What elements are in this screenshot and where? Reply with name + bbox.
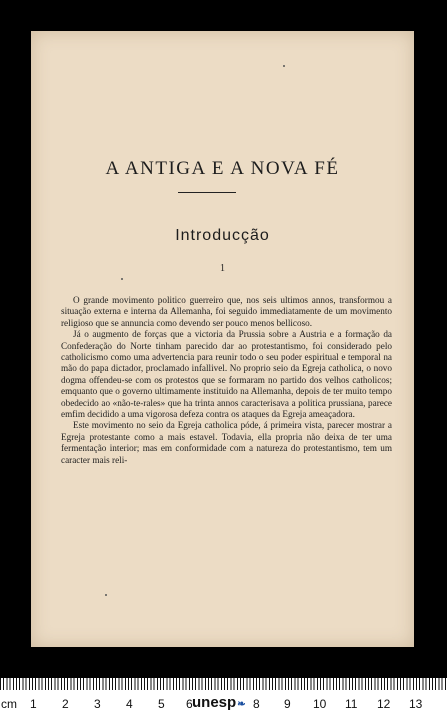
title-divider <box>178 192 236 193</box>
ruler-label: 4 <box>126 697 133 711</box>
unesp-logo <box>192 694 246 711</box>
ruler-label: 1 <box>30 697 37 711</box>
paragraph: Este movimento no seio da Egreja catholica póde, á primeira vista, parecer mostrar a Egreja protestante como a mais estavel. Todavia, ella propria não deixa de ter uma fermentação interior; mas em conformidade com a natureza do protestantismo, tem um caracter mais reli- <box>61 420 392 465</box>
paper-speck <box>283 65 285 67</box>
ruler-label: 11 <box>345 697 358 711</box>
ruler-label: 8 <box>253 697 260 711</box>
ruler-label: 9 <box>284 697 291 711</box>
ruler-label: 2 <box>62 697 69 711</box>
section-number: 1 <box>220 263 225 274</box>
ruler-label: 6 <box>186 697 193 711</box>
ruler-label: 13 <box>409 697 423 711</box>
ruler-label: 12 <box>377 697 391 711</box>
ruler-label: 3 <box>94 697 101 711</box>
logo-text: unesp <box>192 694 237 711</box>
scale-ruler <box>0 678 447 713</box>
body-text <box>61 295 392 466</box>
paper-speck <box>105 594 107 596</box>
ruler-ticks <box>0 678 447 690</box>
book-page <box>31 31 414 647</box>
paragraph: O grande movimento politico guerreiro que, nos seis ultimos annos, transformou a situação externa e interna da Allemanha, foi seguido immediatamente de um movimento religioso que se annuncia como devendo ser pouco menos bellicoso. <box>61 295 392 328</box>
ruler-label: 10 <box>313 697 327 711</box>
ruler-label: 5 <box>158 697 165 711</box>
paper-speck <box>121 278 123 280</box>
leaf-icon: ❧ <box>237 699 246 710</box>
chapter-heading: Introducção <box>175 227 270 244</box>
book-title: A ANTIGA E A NOVA FÉ <box>105 158 340 179</box>
ruler-unit: cm <box>1 697 17 711</box>
paragraph: Já o augmento de forças que a victoria da Prussia sobre a Austria e a formação da Confederação do Norte tinham parecido dar ao protestantismo, foi considerado pelo catholicismo como uma advertencia para reunir todo o seu poder espiritual e temporal na mão do papa dictador, proclamado infallivel. No proprio seio da Egreja catholica, o novo dogma offendeu-se com os protestos que se formaram no partido dos velhos catholicos; emquanto que o governo ultimamente instituido na Allemanha, depois de ter muito tempo obedecido ao «não-te-rales» que ha trinta annos caracterisava a politica prussiana, parece emfim decidido a uma vigorosa defeza contra os ataques da Egreja ameaçadora. <box>61 329 392 420</box>
